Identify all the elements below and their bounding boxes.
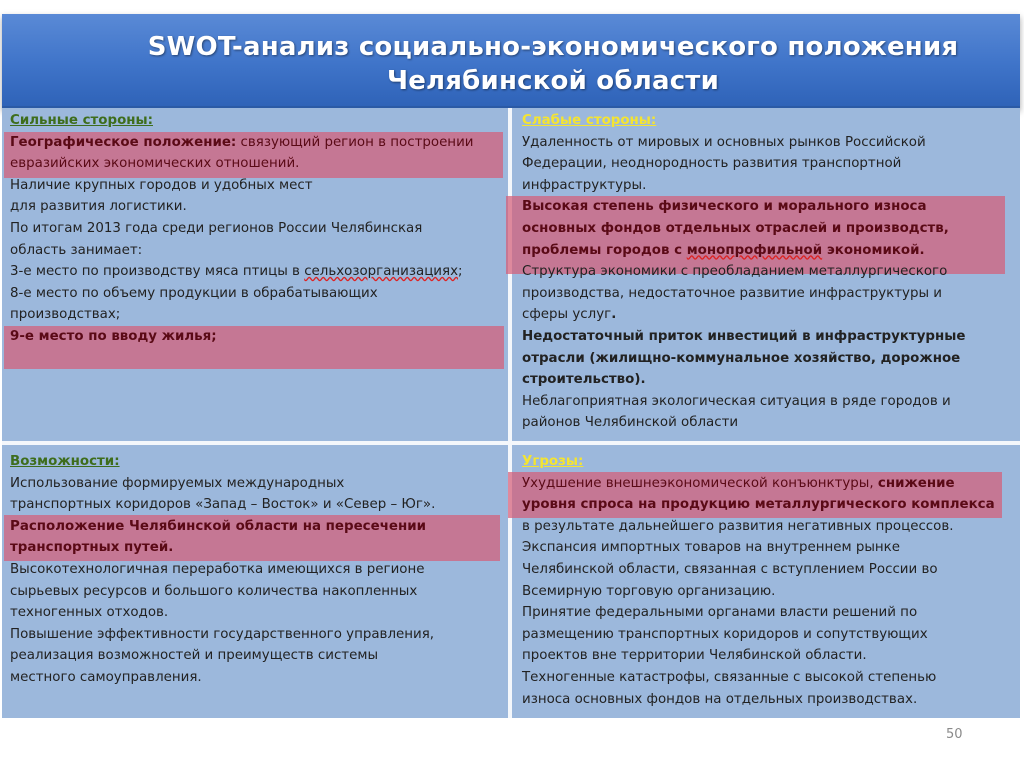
weaknesses-line-6 <box>522 240 1020 262</box>
services-text: сферы услуг <box>522 307 612 323</box>
opportunities-line-4: транспортных путей. <box>10 540 174 556</box>
poultry-text: 3-е место по производству мяса птицы в <box>10 264 305 280</box>
strengths-line-7 <box>10 261 508 283</box>
weaknesses-line-14: районов Челябинской области <box>522 415 739 431</box>
slide-title-line-2: Челябинской области <box>386 66 719 96</box>
opportunities-line-7: техногенных отходов. <box>10 605 169 621</box>
opportunities-line-5: Высокотехнологичная переработка имеющихся в регионе <box>10 561 425 577</box>
opportunities-cell <box>2 445 508 718</box>
opportunities-line-10: местного самоуправления. <box>10 669 202 685</box>
geo-text: связующий регион в построении <box>236 134 474 150</box>
opportunities-line-2: транспортных коридоров «Запад – Восток» и «Север – Юг». <box>10 497 436 513</box>
geo-label: Географическое положение: <box>10 134 237 150</box>
threats-line-4: Экспансия импортных товаров на внутреннем рынке <box>522 540 900 556</box>
strengths-line-6: область занимает: <box>10 242 143 258</box>
slide-title-line-1: SWOT-анализ социально-экономического положения <box>147 32 959 62</box>
monotown-end: экономикой. <box>822 242 925 258</box>
opportunities-line-6: сырьевых ресурсов и большого количества накопленных <box>10 583 418 599</box>
threats-line-3: в результате дальнейшего развития негативных процессов. <box>522 518 954 534</box>
weaknesses-heading: Слабые стороны: <box>522 113 657 128</box>
swot-table <box>2 108 1020 718</box>
opportunities-line-3: Расположение Челябинской области на пересечении <box>10 518 426 534</box>
threats-line-6: Всемирную торговую организацию. <box>522 583 776 599</box>
weaknesses-line-3: инфраструктуры. <box>522 177 647 193</box>
threats-line-8: размещению транспортных коридоров и сопутствующих <box>522 626 928 642</box>
monotown-text: проблемы городов с <box>522 242 687 258</box>
weaknesses-line-11: отрасли (жилищно-коммунальное хозяйство, дорожное <box>522 350 961 366</box>
weaknesses-line-2: Федерации, неоднородность развития транспортной <box>522 156 902 172</box>
opportunities-line-1: Использование формируемых международных <box>10 475 345 491</box>
weaknesses-line-7: Структура экономики с преобладанием металлургического <box>522 264 948 280</box>
strengths-line-8: 8-е место по объему продукции в обрабатывающих <box>10 285 378 301</box>
opportunities-line-9: реализация возможностей и преимуществ системы <box>10 648 379 664</box>
threats-heading: Угрозы: <box>522 454 584 469</box>
opportunities-heading: Возможности: <box>10 454 120 469</box>
slide-title-bar <box>2 14 1020 109</box>
monotown-word: монопрофильной <box>686 242 823 258</box>
strengths-line-9: производствах; <box>10 307 121 323</box>
threats-line-1 <box>522 473 1020 495</box>
decline-word: снижение <box>877 475 955 491</box>
weaknesses-line-10: Недостаточный приток инвестиций в инфраструктурные <box>522 328 966 344</box>
page-number: 50 <box>946 727 963 742</box>
strengths-heading: Сильные стороны: <box>10 113 153 128</box>
weaknesses-line-4: Высокая степень физического и морального износа <box>522 199 927 215</box>
weaknesses-line-1: Удаленность от мировых и основных рынков Российской <box>522 134 926 150</box>
strengths-line-4: для развития логистики. <box>10 199 187 215</box>
threats-line-7: Принятие федеральными органами власти решений по <box>522 605 918 621</box>
conjuncture-text: Ухудшение внешнеэкономической конъюнктуры, <box>522 475 878 491</box>
threats-line-5: Челябинской области, связанная с вступлением России во <box>522 561 938 577</box>
strengths-geo-line-2: евразийских экономических отношений. <box>10 156 300 172</box>
agri-orgs-word: сельхозорганизациях <box>304 264 458 280</box>
threats-line-10: Техногенные катастрофы, связанные с высокой степенью <box>522 669 937 685</box>
threats-line-2: уровня спроса на продукцию металлургического комплекса <box>522 497 995 513</box>
weaknesses-cell <box>512 108 1020 441</box>
weaknesses-line-5: основных фондов отдельных отраслей и производств, <box>522 220 949 236</box>
services-end: . <box>611 307 617 323</box>
poultry-end: ; <box>458 264 463 280</box>
strengths-geo-line <box>10 132 508 154</box>
strengths-cell <box>2 108 508 441</box>
opportunities-line-8: Повышение эффективности государственного управления, <box>10 626 435 642</box>
strengths-line-5: По итогам 2013 года среди регионов России Челябинская <box>10 220 423 236</box>
strengths-line-10: 9-е место по вводу жилья; <box>10 328 217 344</box>
weaknesses-line-9 <box>522 304 1020 326</box>
weaknesses-line-12: строительство). <box>522 372 646 388</box>
strengths-line-3: Наличие крупных городов и удобных мест <box>10 177 313 193</box>
weaknesses-line-13: Неблагоприятная экологическая ситуация в ряде городов и <box>522 393 951 409</box>
weaknesses-line-8: производства, недостаточное развитие инфраструктуры и <box>522 285 943 301</box>
threats-cell <box>512 445 1020 718</box>
threats-line-9: проектов вне территории Челябинской области. <box>522 648 867 664</box>
threats-line-11: износа основных фондов на отдельных производствах. <box>522 691 918 707</box>
